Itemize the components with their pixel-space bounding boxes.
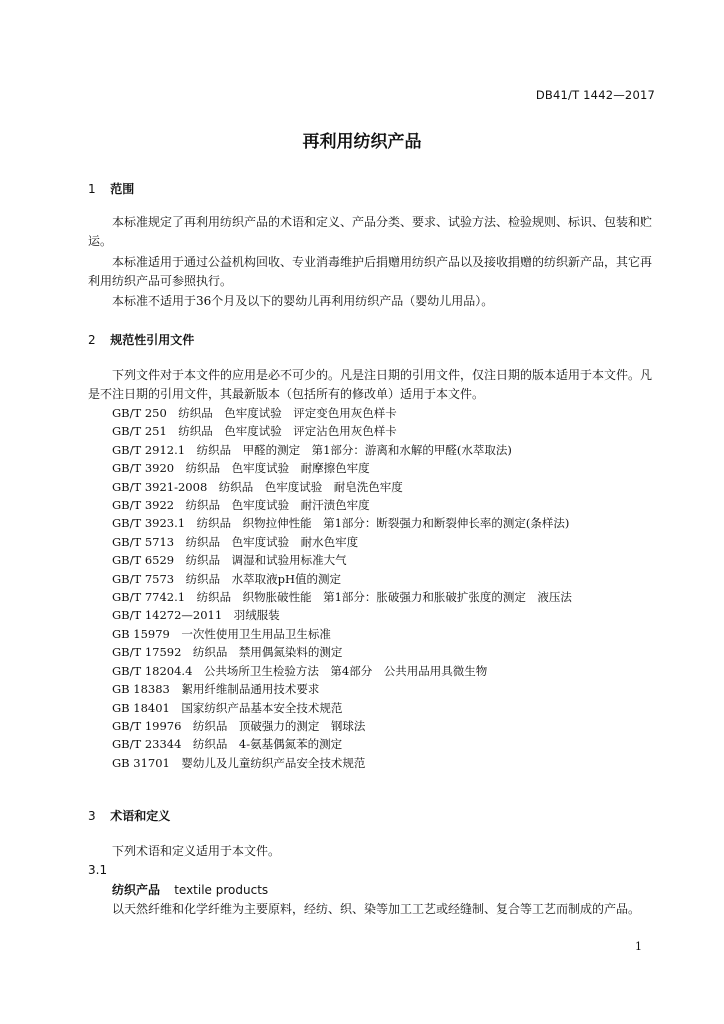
scope-paragraph-1: 本标准规定了再利用纺织产品的术语和定义、产品分类、要求、试验方法、检验规则、标识、包装和贮运。 [88, 215, 653, 248]
reference-item: GB 31701 婴幼儿及儿童纺织产品安全技术规范 [112, 755, 366, 770]
doc-code: DB41/T 1442—2017 [535, 88, 655, 102]
reference-item: GB/T 7742.1 纺织品 织物胀破性能 第1部分：胀破强力和胀破扩张度的测定 液压法 [112, 590, 572, 605]
page-number: 1 [635, 940, 642, 953]
reference-item: GB/T 14272—2011 羽绒服装 [112, 608, 280, 623]
reference-item: GB/T 18204.4 公共场所卫生检验方法 第4部分 公共用品用具微生物 [112, 663, 488, 678]
page-title: 再利用纺织产品 [302, 132, 422, 152]
reference-item: GB/T 3920 纺织品 色牢度试验 耐摩擦色牢度 [112, 461, 370, 476]
term-name [112, 881, 268, 898]
reference-item: GB/T 19976 纺织品 顶破强力的测定 钢球法 [112, 718, 366, 733]
reference-item: GB 15979 一次性使用卫生用品卫生标准 [112, 626, 331, 641]
reference-item: GB/T 251 纺织品 色牢度试验 评定沾色用灰色样卡 [112, 424, 397, 439]
reference-item: GB/T 250 纺织品 色牢度试验 评定变色用灰色样卡 [112, 406, 397, 420]
reference-item: GB/T 3922 纺织品 色牢度试验 耐汗渍色牢度 [112, 498, 370, 513]
reference-item: GB/T 2912.1 纺织品 甲醛的测定 第1部分：游离和水解的甲醛(水萃取法) [112, 442, 512, 457]
reference-item: GB 18401 国家纺织产品基本安全技术规范 [112, 700, 343, 715]
reference-item: GB/T 3923.1 纺织品 织物拉伸性能 第1部分：断裂强力和断裂伸长率的测定(条样法) [112, 516, 570, 531]
section-title: 规范性引用文件 [110, 333, 195, 347]
references-intro: 下列文件对于本文件的应用是必不可少的。凡是注日期的引用文件，仅注日期的版本适用于本文件。凡是不注日期的引用文件，其最新版本（包括所有的修改单）适用于本文件。 [88, 368, 653, 401]
term-definition: 以天然纤维和化学纤维为主要原料，经纺、织、染等加工工艺或经缝制、复合等工艺而制成的产品。 [112, 902, 641, 916]
reference-item: GB/T 6529 纺织品 调湿和试验用标准大气 [112, 553, 347, 568]
reference-item: GB/T 23344 纺织品 4-氨基偶氮苯的测定 [112, 737, 343, 752]
section-title: 术语和定义 [110, 809, 171, 823]
reference-item: GB/T 5713 纺织品 色牢度试验 耐水色牢度 [112, 534, 359, 549]
section-number: 1 [88, 182, 96, 196]
section-number: 3 [88, 809, 96, 823]
reference-item: GB/T 17592 纺织品 禁用偶氮染料的测定 [112, 645, 343, 660]
section-heading-terms [88, 807, 170, 824]
scope-paragraph-2: 本标准适用于通过公益机构回收、专业消毒维护后捐赠用纺织产品以及接收捐赠的纺织新产品，其它再利用纺织产品可参照执行。 [88, 255, 653, 288]
section-heading-references [88, 331, 194, 348]
section-heading-scope [88, 180, 134, 197]
reference-item: GB/T 7573 纺织品 水萃取液pH值的测定 [112, 571, 341, 586]
section-number: 2 [88, 333, 96, 347]
reference-item: GB/T 3921-2008 纺织品 色牢度试验 耐皂洗色牢度 [112, 479, 403, 494]
reference-list [112, 404, 572, 772]
term-name-en: textile products [174, 883, 269, 897]
section-title: 范围 [110, 182, 135, 196]
reference-item: GB 18383 絮用纤维制品通用技术要求 [112, 682, 320, 697]
term-name-zh: 纺织产品 [112, 883, 161, 897]
scope-paragraph-3: 本标准不适用于36个月及以下的婴幼儿再利用纺织产品（婴幼儿用品）。 [112, 294, 494, 308]
term-number: 3.1 [88, 863, 108, 877]
terms-intro: 下列术语和定义适用于本文件。 [112, 844, 281, 858]
